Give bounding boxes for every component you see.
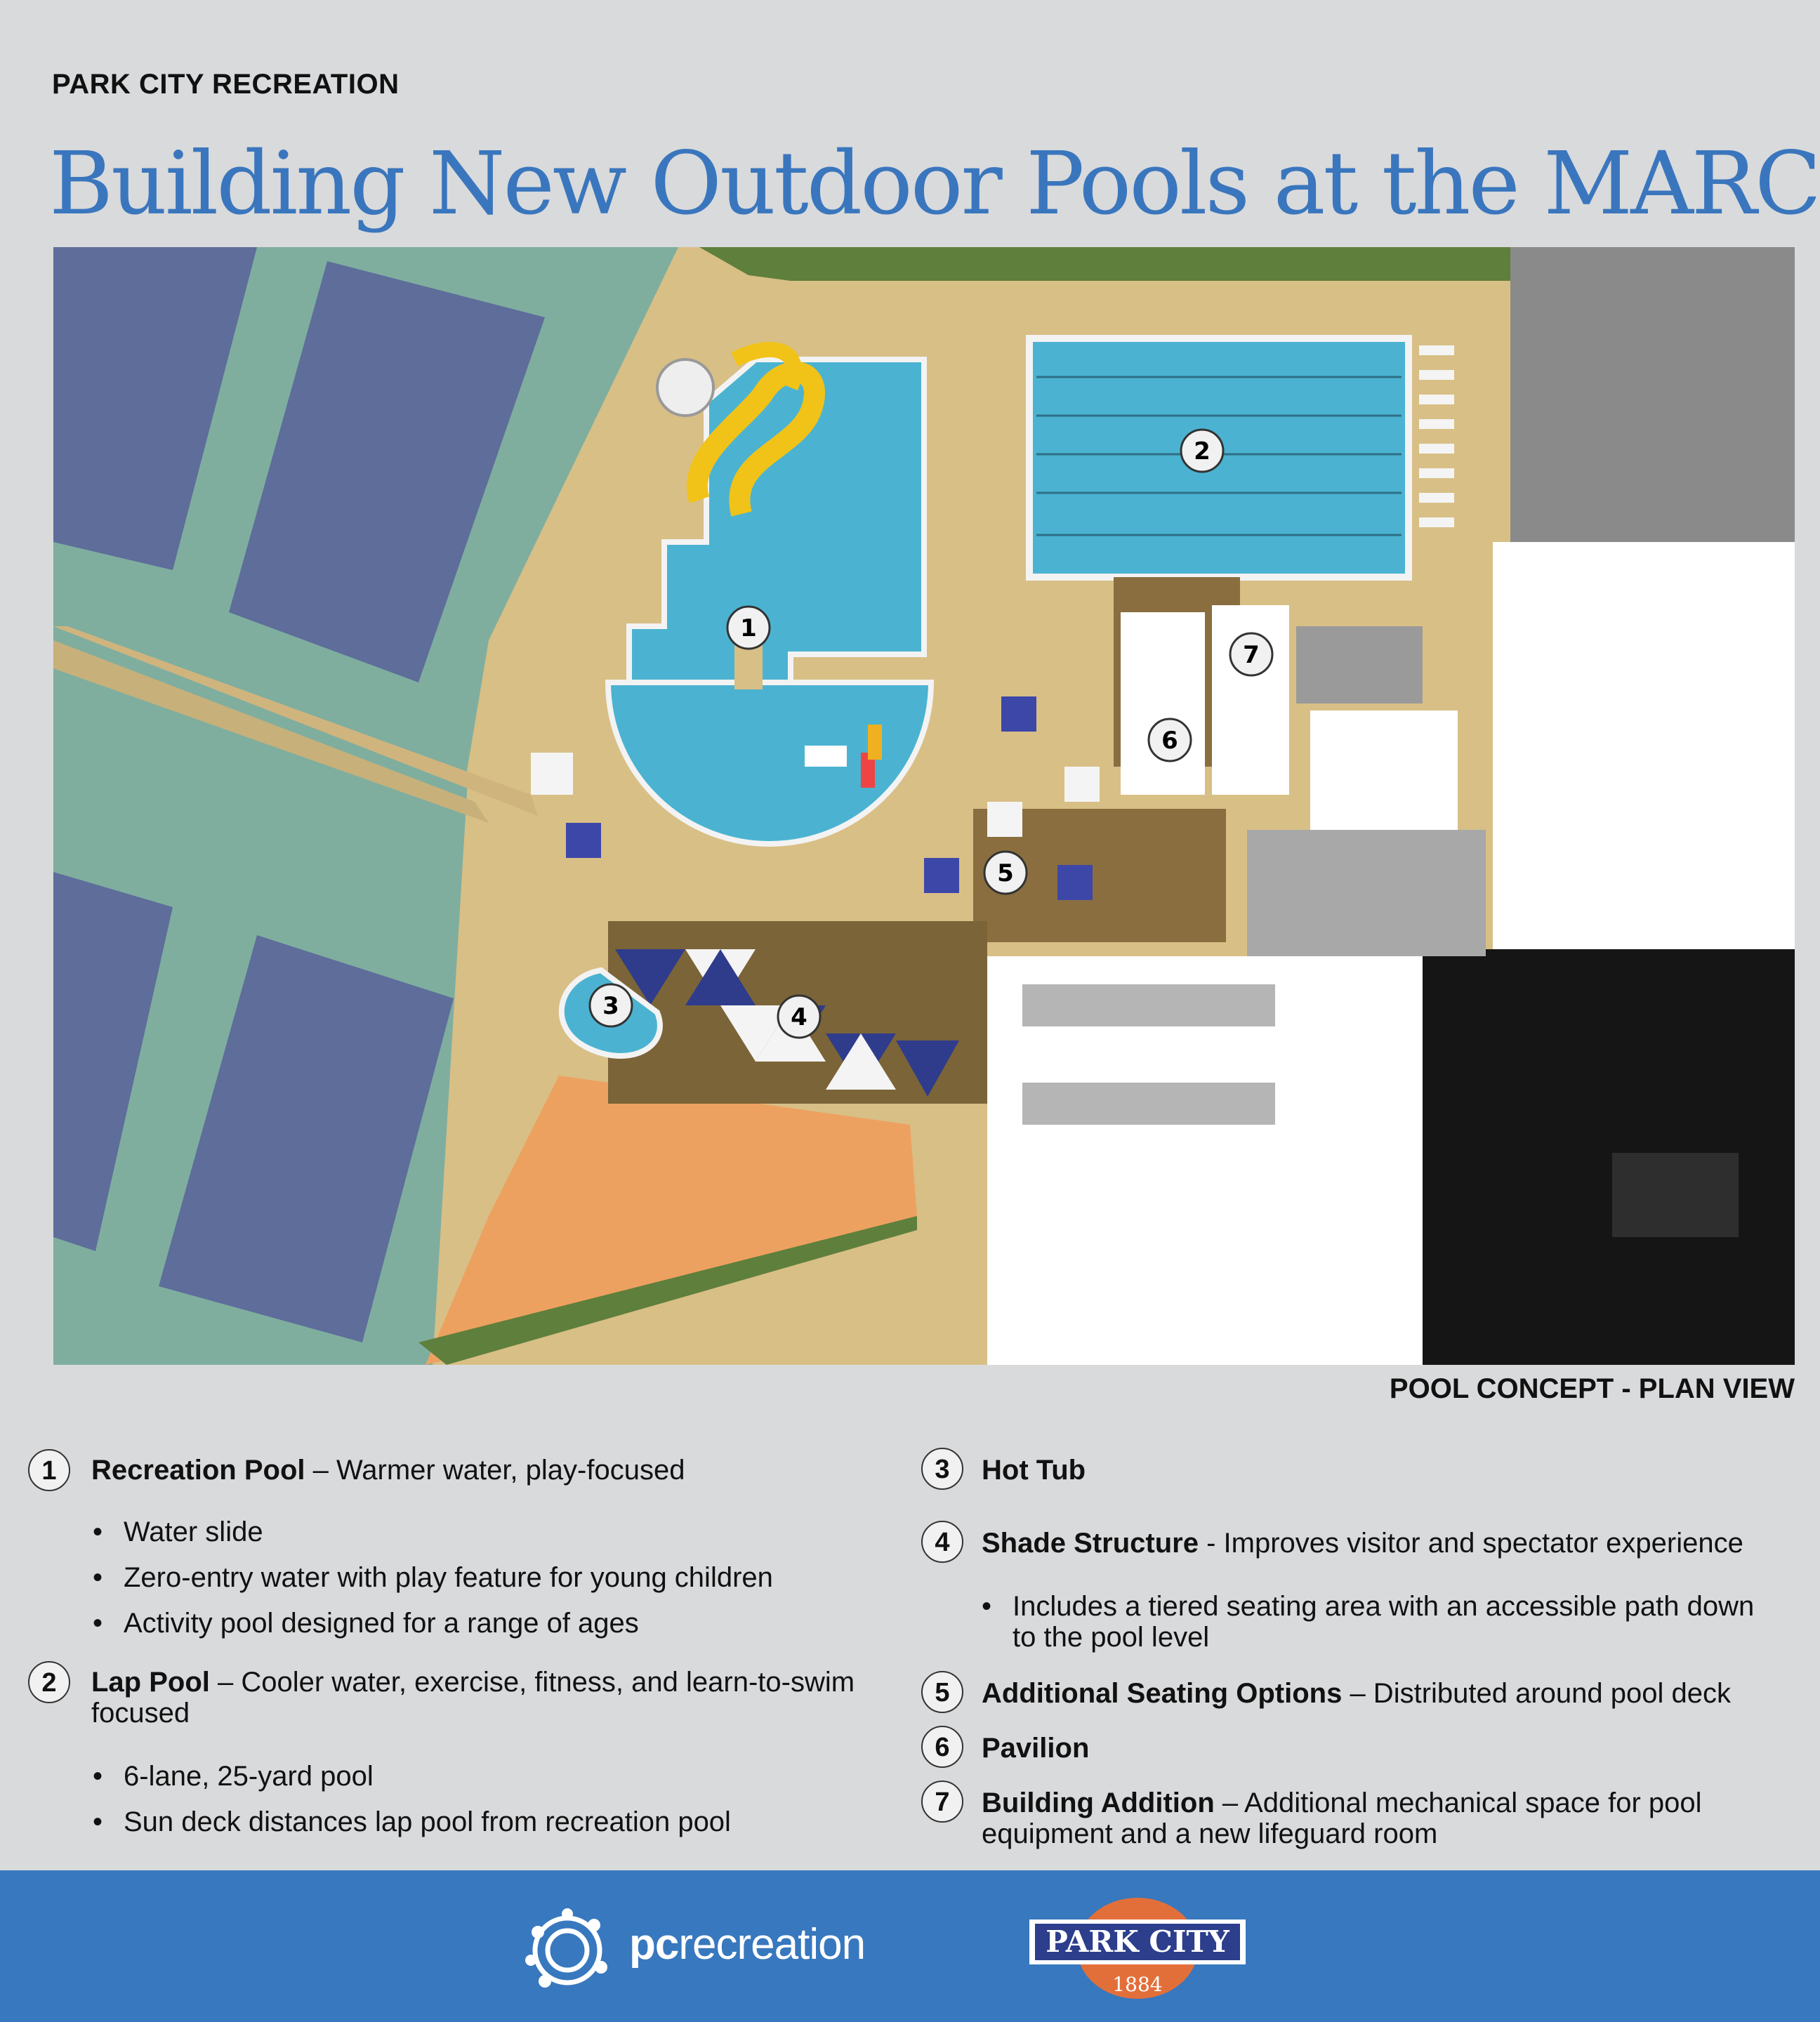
legend-bullet: • Includes a tiered seating area with an accessible path down to the pool level [1013,1591,1785,1653]
pavilion [1121,612,1205,795]
legend-bullet: • Zero-entry water with play feature for young children [124,1562,773,1593]
grass-strip [699,247,1510,281]
parking-lot [1510,247,1795,542]
plan-marker-1 [727,607,770,649]
legend-number: 5 [921,1671,963,1713]
legend-number: 4 [921,1521,963,1563]
legend-bullet: • 6-lane, 25-yard pool [124,1761,374,1792]
legend-number: 7 [921,1780,963,1823]
play-feature [805,746,847,767]
pc-recreation-logo-icon [517,1904,622,1995]
plan-caption: POOL CONCEPT - PLAN VIEW [1389,1373,1795,1404]
svg-text:3: 3 [602,992,619,1020]
pool-plan-view [53,247,1795,1365]
plan-marker-3 [590,984,632,1026]
svg-text:1: 1 [740,614,757,642]
legend-bullet: • Sun deck distances lap pool from recreation pool [124,1806,731,1837]
building-dark [1423,949,1795,1365]
pc-recreation-wordmark: pcrecreation [629,1920,866,1969]
page-title: Building New Outdoor Pools at the MARC [49,133,1819,234]
building-white [1493,542,1795,977]
svg-text:5: 5 [997,859,1014,887]
park-city-year: 1884 [1112,1973,1163,1996]
legend-bullet: • Activity pool designed for a range of ages [124,1608,639,1639]
park-city-logo [1025,1896,1250,2001]
park-city-name: PARK CITY [1046,1924,1229,1959]
footer-bar [0,1870,1820,2022]
legend-number: 3 [921,1448,963,1490]
plan-marker-5 [984,852,1027,894]
svg-text:7: 7 [1243,641,1260,669]
plan-marker-7 [1230,633,1272,675]
plan-marker-6 [1149,719,1191,761]
svg-text:2: 2 [1194,437,1211,465]
plan-marker-4 [778,996,820,1038]
legend-number: 2 [28,1661,70,1703]
org-name: PARK CITY RECREATION [52,69,400,100]
legend-number: 6 [921,1726,963,1768]
legend-number: 1 [28,1449,70,1491]
legend-bullet: • Water slide [124,1516,263,1547]
plan-marker-2 [1181,430,1223,472]
svg-text:6: 6 [1161,727,1178,755]
svg-text:4: 4 [791,1003,807,1031]
